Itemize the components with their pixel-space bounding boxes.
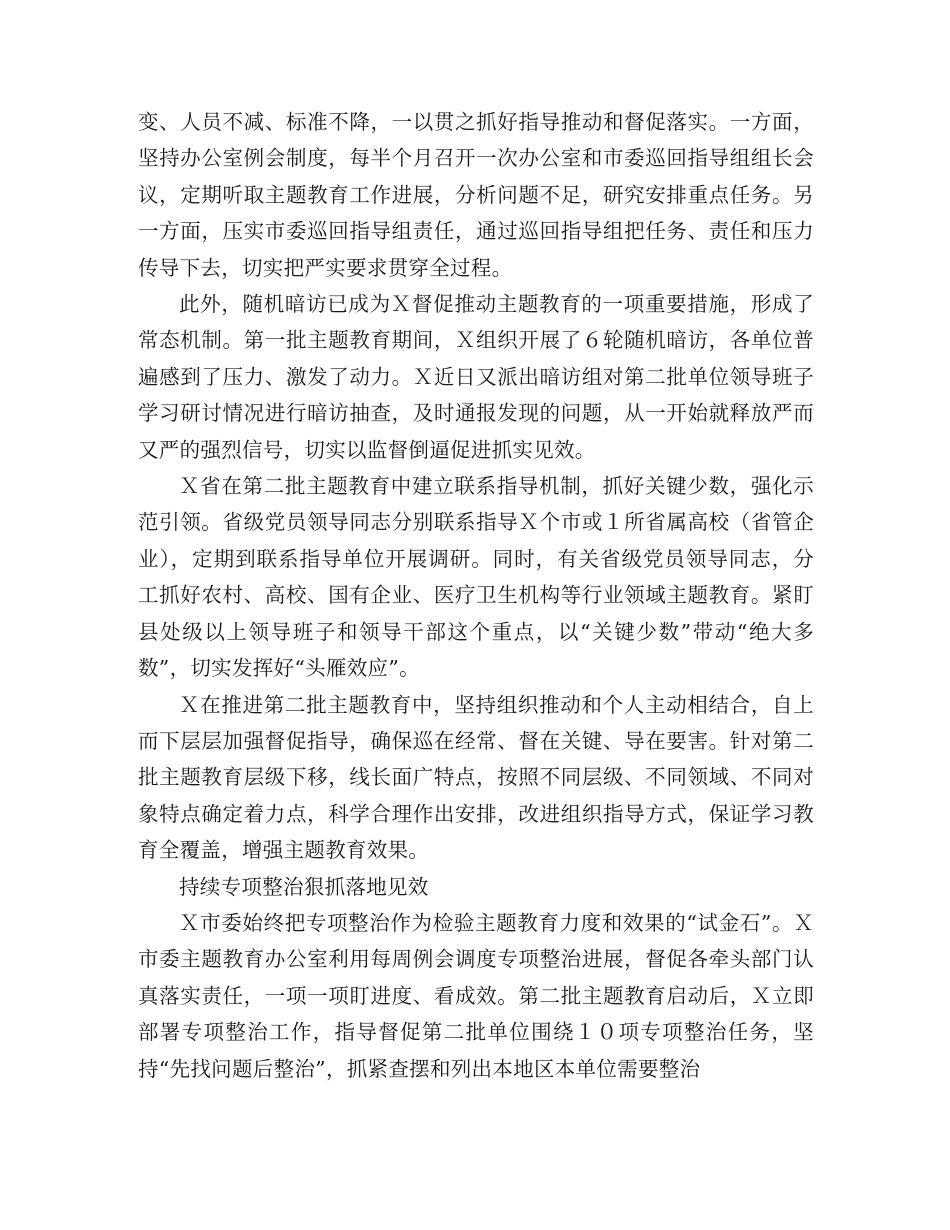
- paragraph-5: Ｘ市委始终把专项整治作为检验主题教育力度和效果的“试金石”。Ｘ市委主题教育办公室利用每周例会调度专项整治进展，督促各牵头部门认真落实责任，一项一项盯进度、看成效。第二批主题教育启动后，Ｘ立即部署专项整治工作，指导督促第二批单位围绕１０项专项整治任务，坚持“先找问题后整治”，抓紧查摆和列出本地区本单位需要整治: [138, 910, 814, 1081]
- section-heading: 持续专项整治狠抓落地见效: [179, 874, 429, 899]
- paragraph-3: Ｘ省在第二批主题教育中建立联系指导机制，抓好关键少数，强化示范引领。省级党员领导同志分别联系指导Ｘ个市或１所省属高校（省管企业），定期到联系指导单位开展调研。同时，有关省级党员领导同志，分工抓好农村、高校、国有企业、医疗卫生机构等行业领域主题教育。紧盯县处级以上领导班子和领导干部这个重点，以“关键少数”带动“绝大多数”，切实发挥好“头雁效应”。: [138, 474, 814, 681]
- paragraph-2: 此外，随机暗访已成为Ｘ督促推动主题教育的一项重要措施，形成了常态机制。第一批主题教育期间，Ｘ组织开展了６轮随机暗访，各单位普遍感到了压力、激发了动力。Ｘ近日又派出暗访组对第二批单位领导班子学习研讨情况进行暗访抽查，及时通报发现的问题，从一开始就释放严而又严的强烈信号，切实以监督倒逼促进抓实见效。: [138, 292, 814, 462]
- paragraph-4: Ｘ在推进第二批主题教育中，坚持组织推动和个人主动相结合，自上而下层层加强督促指导，确保巡在经常、督在关键、导在要害。针对第二批主题教育层级下移，线长面广特点，按照不同层级、不同领域、不同对象特点确定着力点，科学合理作出安排，改进组织指导方式，保证学习教育全覆盖，增强主题教育效果。: [138, 692, 814, 863]
- document-body: [138, 104, 814, 1087]
- paragraph-1: 变、人员不减、标准不降，一以贯之抓好指导推动和督促落实。一方面，坚持办公室例会制度，每半个月召开一次办公室和市委巡回指导组组长会议，定期听取主题教育工作进展，分析问题不足，研究安排重点任务。另一方面，压实市委巡回指导组责任，通过巡回指导组把任务、责任和压力传导下去，切实把严实要求贯穿全过程。: [138, 110, 814, 280]
